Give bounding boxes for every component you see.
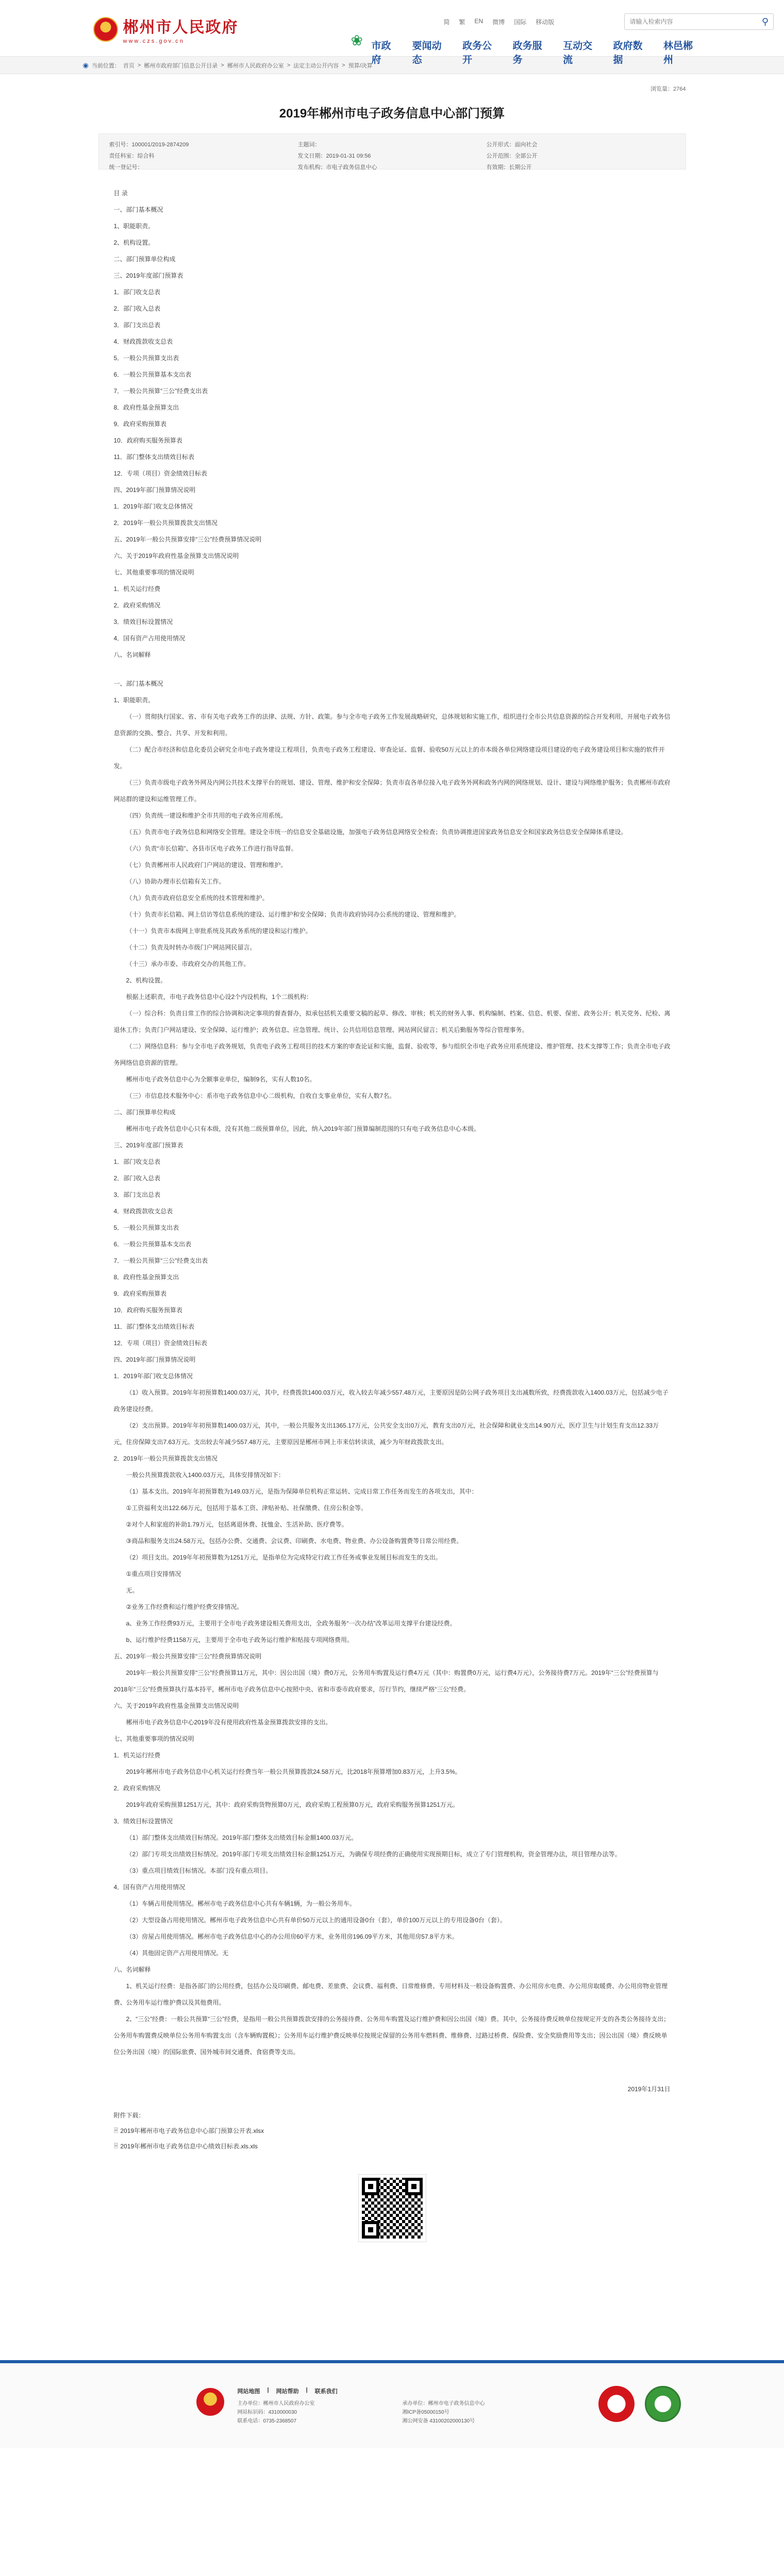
search-icon[interactable]: ⚲ xyxy=(761,16,769,27)
article-paragraph: （六）负责“市长信箱”、各县市区电子政务工作进行指导监督。 xyxy=(126,845,297,852)
article-paragraph: 10．政府购买服务预算表 xyxy=(113,437,182,444)
article-paragraph: 八、名词解释 xyxy=(113,651,151,658)
article-paragraph: 1、职能职责。 xyxy=(113,697,155,704)
breadcrumb-prefix: 当前位置： xyxy=(91,63,120,69)
article-paragraph: 一、部门基本概况 xyxy=(113,206,163,213)
article-paragraph: （3）房屋占用使用情况。郴州市电子政务信息中心的办公用房60平方米，业务用房196.09平方米，其他用房57.8平方米。 xyxy=(126,1933,458,1940)
article-paragraph: （3）重点项目绩效目标情况。本部门没有重点项目。 xyxy=(126,1867,272,1874)
article-paragraph: 1、机关运行经费：是指各部门的公用经费，包括办公及印刷费、邮电费、差旅费、会议费、福利费、日常维修费、专用材料及一般设备购置费、办公用房水电费、办公用房取暖费、办公用房物业管理费、公务用车运行维护费以及其他费用。 xyxy=(113,1982,668,2006)
footer-info xyxy=(238,2399,568,2426)
footer-emblem-icon xyxy=(196,2388,224,2416)
nav-gov-services[interactable]: 政务服务 xyxy=(512,41,542,65)
tool-english[interactable]: EN xyxy=(474,18,483,25)
article-paragraph: 1、职能职责。 xyxy=(113,223,155,230)
article-paragraph: 1．机关运行经费 xyxy=(113,1752,161,1759)
tool-traditional[interactable]: 繁 xyxy=(459,19,465,26)
article-paragraph: 五、2019年一般公共预算安排“三公”经费预算情况说明 xyxy=(113,1653,262,1660)
article-paragraph: ②对个人和家庭的补助1.79万元，包括离退休费、抚恤金、生活补助、医疗费等。 xyxy=(126,1521,348,1528)
article-paragraph: （一）贯彻执行国家、省、市有关电子政务工作的法律、法规、方针、政策。参与全市电子政务工作发展战略研究，总体规划和实施工作，组织进行全市公共信息资源的综合开发利用，开展电子政务信息资源的交换、整合、共享、开发和利用。 xyxy=(113,713,671,737)
article-paragraph: 二、部门预算单位构成 xyxy=(113,256,176,263)
footer-police: 湘公网安备 43100202000130号 xyxy=(402,2418,475,2424)
footer-link-help[interactable]: 网站帮助 xyxy=(276,2388,299,2395)
top-tools xyxy=(444,18,555,26)
article-paragraph: 五、2019年一般公共预算安排“三公”经费预算情况说明 xyxy=(113,536,262,543)
nav-decoration-icon: ❀ xyxy=(351,32,363,48)
article-paragraph: 4．国有资产占用使用情况 xyxy=(113,635,186,642)
footer-operator: 承办单位：郴州市电子政务信息中心 xyxy=(402,2401,485,2406)
nav-gov-disclosure[interactable]: 政务公开 xyxy=(462,41,492,65)
article-paragraph: 12．专项（项目）资金绩效目标表 xyxy=(113,470,207,477)
breadcrumb-sep: > xyxy=(221,62,224,69)
breadcrumb-sep: > xyxy=(342,62,345,69)
article-paragraph: （九）负责市政府信息安全系统的技术管理和维护。 xyxy=(126,894,269,902)
view-count: 浏览量：2764 xyxy=(650,86,686,92)
article-paragraph: b、运行维护经费1158万元，主要用于全市电子政务运行维护和贴接专项网络费用。 xyxy=(126,1636,353,1643)
meta-form: 公开形式：面向社会 xyxy=(486,142,538,148)
article-paragraph: 2．2019年一般公共预算拨款支出情况 xyxy=(113,519,218,527)
article-paragraph: （1）收入预算。2019年年初预算数1400.03万元，其中，经费拨款1400.03万元，收入较去年减少557.48万元，主要原因是防公网子政务项目支出减数所致，经费拨款收入1400.03万元，包括减少电子政务建设经费。 xyxy=(113,1389,669,1413)
article-paragraph: 3．绩效目标设置情况 xyxy=(113,618,173,625)
search-input[interactable] xyxy=(625,18,758,25)
article-paragraph: ②业务工作经费和运行维护经费安排情况。 xyxy=(126,1603,243,1611)
article-body xyxy=(83,170,702,2060)
article-paragraph: ③商品和服务支出24.58万元，包括办公费、交通费、会议费、印刷费、水电费、物业费、办公设备购置费等日常公用经费。 xyxy=(126,1537,463,1545)
article-paragraph: ①工资福利支出122.66万元，包括用于基本工资、津贴补贴、社保缴费、住房公积金等。 xyxy=(126,1504,367,1512)
gov-site-badge-icon[interactable] xyxy=(598,2386,635,2422)
article-paragraph: 2．政府采购情况 xyxy=(113,1785,161,1792)
article-paragraph: 3．绩效目标设置情况 xyxy=(113,1818,173,1825)
article-paragraph: 六、关于2019年政府性基金预算支出情况说明 xyxy=(113,1702,239,1709)
article-paragraph: 1．机关运行经费 xyxy=(113,585,161,592)
article-paragraph: （2）项目支出。2019年年初预算数为1251万元，是指单位为完成特定行政工作任务或事业发展目标而发生的支出。 xyxy=(126,1554,442,1561)
article-paragraph: （三）市信息技术服务中心：系市电子政务信息中心二级机构，自收自支事业单位，实有人数7名。 xyxy=(126,1092,396,1099)
article-paragraph: 根据上述职责，市电子政务信息中心设2个内设机构，1个二级机构： xyxy=(126,993,312,1001)
attachment-item[interactable] xyxy=(114,2123,671,2139)
article-paragraph: （三）负责市级电子政务外网及内网公共技术支撑平台的规划、建设、管理、维护和安全保障；负责市直各单位接入电子政务外网和政务内网的网络规划、设计、建设与网络维护服务；负责郴州市政府网站群的建设和运维管理工作。 xyxy=(113,779,671,803)
article-paragraph: 4．国有资产占用使用情况 xyxy=(113,1884,186,1891)
qr-code-icon xyxy=(359,2175,426,2242)
article-paragraph: （十）负责市长信箱、网上信访等信息系统的建设、运行维护和安全保障；负责市政府协同办公系统的建设、管理和维护。 xyxy=(126,911,460,918)
article-paragraph: 8．政府性基金预算支出 xyxy=(113,1274,179,1281)
article-paragraph: 郴州市电子政务信息中心只有本级，没有其他二级预算单位，因此，纳入2019年部门预算编制范围的只有电子政务信息中心本级。 xyxy=(126,1125,480,1132)
article-paragraph: 1．部门收支总表 xyxy=(113,1158,161,1165)
article-paragraph: （1）部门整体支出绩效目标情况。2019年部门整体支出绩效目标金额1400.03万元。 xyxy=(126,1834,358,1841)
article-paragraph: 4．财政拨款收支总表 xyxy=(113,338,173,345)
article-paragraph: （五）负责市电子政务信息和网络安全管理。建设全市统一的信息安全基础设施，加强电子政务信息网络安全检查；负责协调推进国家政务信息安全和国家政务信息安全保障体系建设。 xyxy=(126,828,627,836)
footer-sep: | xyxy=(267,2387,269,2393)
national-emblem-icon xyxy=(93,17,118,42)
article-paragraph: 1．2019年部门收支总体情况 xyxy=(113,1372,193,1380)
tool-weibo[interactable]: 微博 xyxy=(492,19,505,26)
attachment-link[interactable]: 2019年郴州市电子政务信息中心绩效目标表.xls.xls xyxy=(120,2143,258,2150)
article-paragraph: 2019年一般公共预算安排“三公”经费预算11万元，其中：因公出国（境）费0万元，公务用车购置及运行费4万元（其中：购置费0万元，运行费4万元），公务接待费7万元。2019年“三公”经费预算与2018年“三公”经费预算执行基本持平，郴州市电子政务信息中心按照中央、省和市委市政府要求，厉行节约，继续严格“三公”经费。 xyxy=(113,1669,659,1693)
breadcrumb-sep: > xyxy=(287,62,291,69)
article-paragraph: （七）负责郴州市人民政府门户网站的建设、管理和维护。 xyxy=(126,861,287,869)
meta-register: 统一登记号： xyxy=(109,164,143,171)
metadata-box xyxy=(98,133,686,170)
site-title: 郴州市人民政府 xyxy=(123,19,239,37)
attachment-link[interactable]: 2019年郴州市电子政务信息中心部门预算公开表.xlsx xyxy=(120,2127,264,2134)
article-paragraph: 5．一般公共预算支出表 xyxy=(113,1224,179,1231)
article-paragraph: （八）协助办理市长信箱有关工作。 xyxy=(126,878,225,885)
article-paragraph: 9．政府采购预算表 xyxy=(113,420,167,428)
meta-publisher: 发布机构：市电子政务信息中心 xyxy=(297,164,377,171)
breadcrumb-office[interactable]: 郴州市人民政府办公室 xyxy=(227,63,284,69)
page-title: 2019年郴州市电子政务信息中心部门预算 xyxy=(279,107,505,121)
breadcrumb-home[interactable]: 首页 xyxy=(123,63,135,69)
article-paragraph: 四、2019年部门预算情况说明 xyxy=(113,1356,196,1363)
article-paragraph: 2、机构设置。 xyxy=(126,977,167,984)
attachment-item[interactable] xyxy=(114,2139,671,2154)
article-paragraph: 10．政府购买服务预算表 xyxy=(113,1307,182,1314)
article-paragraph: 8．政府性基金预算支出 xyxy=(113,404,179,411)
nav-interaction[interactable]: 互动交流 xyxy=(563,41,593,65)
article-paragraph: （四）负责统一建设和维护全市共用的电子政务应用系统。 xyxy=(126,812,287,819)
footer-phone: 联系电话：0735-2368507 xyxy=(237,2418,297,2424)
article-paragraph: 3．部门支出总表 xyxy=(113,1191,161,1198)
tool-mobile[interactable]: 移动版 xyxy=(536,19,555,26)
meta-index: 索引号：100001/2019-2874209 xyxy=(109,142,189,148)
tool-simplified[interactable]: 简 xyxy=(443,19,450,26)
footer-links xyxy=(238,2387,338,2395)
article-paragraph: 12．专项（项目）资金绩效目标表 xyxy=(113,1340,207,1347)
site-url: www.czs.gov.cn xyxy=(123,38,185,44)
article-paragraph: 6．一般公共预算基本支出表 xyxy=(113,371,192,378)
footer-sep: | xyxy=(306,2387,308,2393)
article-paragraph: 四、2019年部门预算情况说明 xyxy=(113,486,196,494)
main-nav xyxy=(372,38,702,66)
article-container xyxy=(83,74,702,2360)
article-paragraph: 1．部门收支总表 xyxy=(113,289,161,296)
file-icon: 🗎 xyxy=(113,2128,119,2134)
article-paragraph: （一）综合科：负责日常工作的综合协调和决定事项的督查督办，拟承包括机关重要文稿的起草、修改、审核；机关的财务人事、机构编制、档案、信息、机要、保密、政务公开；机关党务、纪检、离退休工作；负责门户网站建设、安全保障、运行维护；政务信息、应急管理、统计、公共信用信息管理、网站网民留言；机关后勤服务等综合管理事务。 xyxy=(113,1010,671,1033)
site-footer xyxy=(0,2360,784,2448)
accessibility-badge-icon[interactable] xyxy=(645,2386,681,2422)
article-paragraph: （1）车辆占用使用情况。郴州市电子政务信息中心共有车辆1辆，为一般公务用车。 xyxy=(126,1900,356,1907)
article-paragraph: （二）网络信息科：参与全市电子政务规划，负责电子政务工程项目的技术方案的审查论证和实施，监督、验收等，参与组织全市电子政务应用系统建设、维护管理、技术支撑等工作；负责全市电子政务网络信息资源的管理。 xyxy=(113,1043,671,1066)
search-box xyxy=(624,13,774,30)
article-paragraph: 3．部门支出总表 xyxy=(113,321,161,329)
article-paragraph: 三、2019年度部门预算表 xyxy=(113,272,184,279)
article-paragraph: （2）大型设备占用使用情况。郴州市电子政务信息中心共有单价50万元以上的通用设备0台（套），单价100万元以上的专用设备0台（套）。 xyxy=(126,1917,506,1924)
article-paragraph: 2、“三公”经费：一般公共预算“三公”经费，是指用一般公共预算拨款安排的公务接待费、公务用车购置及运行维护费和因公出国（境）费。其中，公务接待费反映单位按规定开支的各类公务接待支出；公务用车购置费反映单位公务用车购置支出（含车辆购置税）；公务用车运行维护费反映单位按规定保留的公务用车燃料费、维修费、过路过桥费、保险费、安全奖励费用等支出；因公出国（境）费反映单位公务出国（境）的国际旅费、国外城市间交通费、食宿费等支出。 xyxy=(113,2015,670,2056)
article-paragraph: 11．部门整体支出绩效目标表 xyxy=(113,1323,194,1330)
article-paragraph: （十三）承办市委、市政府交办的其他工作。 xyxy=(126,960,250,968)
article-paragraph: （2）支出预算。2019年年初预算数1400.03万元，其中，一般公共服务支出1365.17万元，公共安全支出0万元，教育支出0万元，社会保障和就业支出14.90万元，医疗卫生与计划生育支出12.33万元，住房保障支出7.63万元。支出较去年减少557.48万元，主要原因是郴州市网上市来信转读读，减少为年财政拨款支出。 xyxy=(113,1422,659,1446)
attachments xyxy=(83,2097,702,2154)
article-paragraph: 2．部门收入总表 xyxy=(113,305,161,312)
article-paragraph: ①重点项目安排情况 xyxy=(126,1570,181,1578)
attachments-label: 附件下载： xyxy=(113,2112,145,2119)
article-paragraph: 7．一般公共预算“三公”经费支出表 xyxy=(113,387,208,395)
article-paragraph: （二）配合市经济和信息化委员会研究全市电子政务建设工程项目，负责电子政务工程建设、审查论证、监督、验收50万元以上的市本级各单位网络建设项目建设的电子政务建设项目和实施的软件开发。 xyxy=(113,746,665,770)
article-paragraph: 9．政府采购预算表 xyxy=(113,1290,167,1297)
footer-link-contact[interactable]: 联系我们 xyxy=(314,2388,338,2395)
article-paragraph: 三、2019年度部门预算表 xyxy=(113,1142,184,1149)
article-paragraph: 2、机构设置。 xyxy=(113,239,155,246)
article-paragraph: 5．一般公共预算支出表 xyxy=(113,354,179,362)
article-paragraph: 2019年政府采购预算1251万元，其中：政府采购货物预算0万元，政府采购工程预算0万元，政府采购服务预算1251万元。 xyxy=(126,1801,459,1808)
article-paragraph: 六、关于2019年政府性基金预算支出情况说明 xyxy=(113,552,239,560)
meta-validity: 有效期：长期公开 xyxy=(486,164,532,171)
article-paragraph: 1．2019年部门收支总体情况 xyxy=(113,503,193,510)
tool-intl[interactable]: 国际 xyxy=(514,19,527,26)
breadcrumb-catalog[interactable]: 郴州市政府部门信息公开目录 xyxy=(144,63,218,69)
article-paragraph: 八、名词解释 xyxy=(113,1966,151,1973)
article-paragraph: 2．2019年一般公共预算拨款支出情况 xyxy=(113,1455,218,1462)
article-paragraph: 2．政府采购情况 xyxy=(113,602,161,609)
footer-host: 主办单位：郴州市人民政府办公室 xyxy=(237,2401,315,2406)
article-paragraph: 4．财政拨款收支总表 xyxy=(113,1208,173,1215)
meta-keywords: 主题词： xyxy=(297,142,321,148)
article-paragraph: 6．一般公共预算基本支出表 xyxy=(113,1241,192,1248)
article-paragraph: 一、部门基本概况 xyxy=(113,680,163,687)
article-paragraph: 郴州市电子政务信息中心2019年没有使用政府性基金预算拨款安排的支出。 xyxy=(126,1719,332,1726)
nav-gov-data[interactable]: 政府数据 xyxy=(613,41,643,65)
article-paragraph: 一般公共预算拨款收入1400.03万元，具体安排情况如下： xyxy=(126,1471,285,1479)
footer-icp: 湘ICP备05000150号 xyxy=(402,2410,449,2415)
site-header xyxy=(0,0,784,65)
meta-scope: 公开范围：全部公开 xyxy=(486,153,538,159)
article-paragraph: a、业务工作经费93万元，主要用于全市电子政务建设相关费用支出，全政务服务“一次办结”改革运用支撑平台建设经费。 xyxy=(126,1620,456,1627)
breadcrumb-budget[interactable]: 预算/决算 xyxy=(348,63,373,69)
nav-news[interactable]: 要闻动态 xyxy=(412,41,442,65)
footer-site-id: 网站标识码：4310000030 xyxy=(237,2410,297,2415)
breadcrumb-sep: > xyxy=(137,62,141,69)
nav-linyi-chenzhou[interactable]: 林邑郴州 xyxy=(663,41,693,65)
nav-city-government[interactable]: 市政府 xyxy=(371,41,391,65)
article-paragraph: 郴州市电子政务信息中心为全额事业单位，编制9名，实有人数10名。 xyxy=(126,1076,316,1083)
article-paragraph: 目 录 xyxy=(113,190,128,197)
article-paragraph: 七、其他重要事项的情况说明 xyxy=(113,1735,194,1742)
file-icon: 🗎 xyxy=(113,2143,119,2149)
article-paragraph: 2019年郴州市电子政务信息中心机关运行经费当年一般公共预算拨款24.58万元，比2018年预算增加0.83万元，上升3.5%。 xyxy=(126,1768,461,1775)
sign-date: 2019年1月31日 xyxy=(627,2086,671,2093)
article-paragraph: （1）基本支出。2019年年初预算数为149.03万元，是指为保障单位机构正常运转、完成日常工作任务而发生的各项支出，其中： xyxy=(126,1488,478,1495)
article-paragraph: 二、部门预算单位构成 xyxy=(113,1109,176,1116)
location-icon: ◉ xyxy=(82,61,89,69)
article-paragraph: 七、其他重要事项的情况说明 xyxy=(113,569,194,576)
article-paragraph: （十一）负责市本级网上审批系统及其政务系统的建设和运行维护。 xyxy=(126,927,312,935)
meta-department: 责任科室：综合科 xyxy=(109,153,155,159)
article-paragraph: （4）其他固定资产占用使用情况。无 xyxy=(126,1950,229,1957)
footer-link-sitemap[interactable]: 网站地图 xyxy=(237,2388,260,2395)
site-logo[interactable] xyxy=(93,14,239,44)
meta-date: 发文日期：2019-01-31 09:56 xyxy=(297,153,371,159)
breadcrumb-disclosure[interactable]: 法定主动公开内容 xyxy=(293,63,339,69)
article-paragraph: 7．一般公共预算“三公”经费支出表 xyxy=(113,1257,208,1264)
article-paragraph: （十二）负责及时转办市级门户网站网民留言。 xyxy=(126,944,256,951)
article-paragraph: 11．部门整体支出绩效目标表 xyxy=(113,453,194,461)
article-paragraph: （2）部门专项支出绩效目标情况。2019年部门专项支出绩效目标金额1251万元，为确保专项经费的正确使用实现预期目标，成立了专门管理机构，资金管理办法，项目管理办法等。 xyxy=(126,1851,621,1858)
article-paragraph: 无。 xyxy=(126,1587,139,1594)
article-paragraph: 2．部门收入总表 xyxy=(113,1175,161,1182)
